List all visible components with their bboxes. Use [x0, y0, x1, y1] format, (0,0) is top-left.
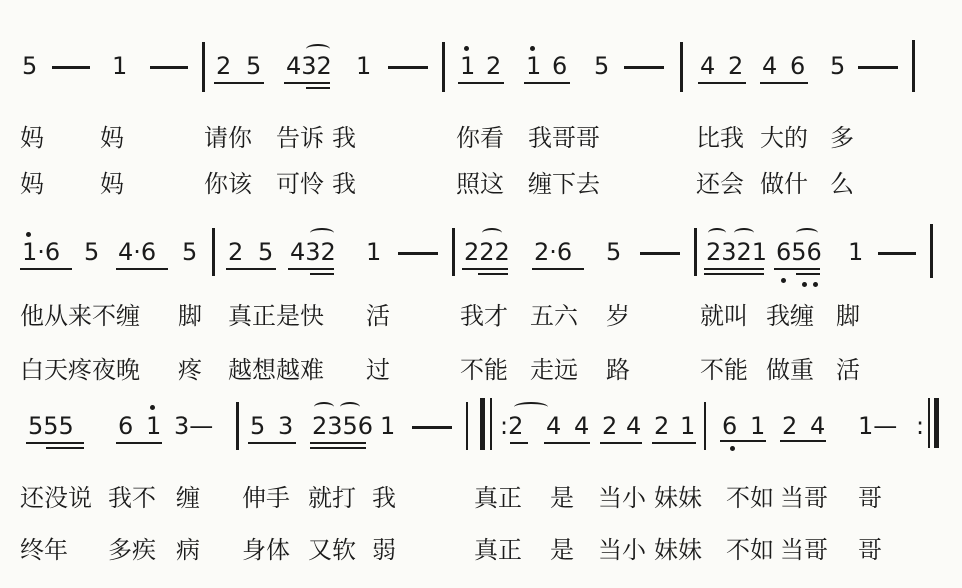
- lyric: 脚: [178, 302, 202, 330]
- note: 3—: [174, 412, 214, 440]
- note: 5: [258, 238, 274, 266]
- repeat-bar-thin: [490, 398, 492, 450]
- lyric: 又软: [308, 536, 356, 564]
- dash: [52, 66, 90, 69]
- octave-dot: [150, 405, 155, 410]
- octave-dot-below: [813, 282, 818, 287]
- note: 1: [112, 52, 128, 80]
- note: 2·6: [534, 238, 573, 266]
- lyric: 走远: [530, 356, 578, 384]
- lyric: 缠下去: [528, 170, 600, 198]
- lyric: 是: [550, 536, 574, 564]
- note: 1·6: [22, 238, 61, 266]
- note: 5: [830, 52, 846, 80]
- underline: [478, 273, 508, 275]
- note: 6: [118, 412, 134, 440]
- repeat-bar-thick: [480, 398, 485, 450]
- slur: [734, 228, 754, 238]
- note: 4·6: [118, 238, 157, 266]
- lyric: 请你: [204, 124, 252, 152]
- note: 3: [278, 412, 294, 440]
- underline: [248, 442, 296, 444]
- lyric: 妹妹: [654, 536, 702, 564]
- note: 2: [602, 412, 618, 440]
- underline: [698, 82, 746, 84]
- note: 4: [700, 52, 716, 80]
- underline: [226, 268, 276, 270]
- octave-dot-below: [802, 282, 807, 287]
- note: 1: [380, 412, 396, 440]
- underline: [780, 440, 826, 442]
- note: 656: [776, 238, 822, 266]
- lyric: 缠: [176, 484, 200, 512]
- lyric: 么: [830, 170, 854, 198]
- underline: [524, 82, 570, 84]
- note: 2: [486, 52, 502, 80]
- lyric: 还没说: [20, 484, 92, 512]
- slur: [708, 228, 726, 238]
- dash: [388, 66, 428, 69]
- octave-dot: [26, 232, 31, 237]
- underline: [116, 268, 168, 270]
- note: 4: [546, 412, 562, 440]
- note: 1: [146, 412, 162, 440]
- lyric: 活: [836, 356, 860, 384]
- lyric: 伸手: [242, 484, 290, 512]
- note: 4: [574, 412, 590, 440]
- lyric: 可怜: [276, 170, 324, 198]
- lyric: 我缠: [766, 302, 814, 330]
- underline: [310, 447, 366, 449]
- lyric: 不能: [460, 356, 508, 384]
- underline: [26, 442, 84, 444]
- lyric: 照这: [456, 170, 504, 198]
- lyric: 身体: [242, 536, 290, 564]
- lyric: 不如: [726, 536, 774, 564]
- note: 2: [782, 412, 798, 440]
- note: 432: [286, 52, 332, 80]
- lyric: 妈: [100, 124, 124, 152]
- lyric: 路: [606, 356, 630, 384]
- lyric: 妈: [20, 124, 44, 152]
- underline: [284, 82, 330, 84]
- note: 6: [552, 52, 568, 80]
- lyric: 真正: [474, 536, 522, 564]
- note: 1—: [858, 412, 898, 440]
- note: 432: [290, 238, 336, 266]
- lyric: 告诉: [276, 124, 324, 152]
- lyric: 当小: [598, 536, 646, 564]
- lyric: 病: [176, 536, 200, 564]
- slur: [796, 228, 818, 238]
- octave-dot-below: [730, 446, 735, 451]
- lyric: 大的: [760, 124, 808, 152]
- octave-dot: [530, 46, 535, 51]
- lyric: 终年: [20, 536, 68, 564]
- lyric: 五六: [530, 302, 578, 330]
- barline: [202, 42, 205, 92]
- note: 6: [722, 412, 738, 440]
- lyric: 弱: [372, 536, 396, 564]
- underline: [458, 82, 504, 84]
- dash: [858, 66, 898, 69]
- note: 1: [356, 52, 372, 80]
- note: 5: [182, 238, 198, 266]
- dash: [150, 66, 188, 69]
- slur: [482, 228, 502, 238]
- underline: [288, 268, 334, 270]
- note: 2: [654, 412, 670, 440]
- lyric: 当小: [598, 484, 646, 512]
- underline: [652, 442, 696, 444]
- underline: [20, 268, 72, 270]
- underline: [704, 268, 764, 270]
- barline: [704, 402, 706, 450]
- lyric: 做重: [766, 356, 814, 384]
- note: 2: [728, 52, 744, 80]
- note: 1: [848, 238, 864, 266]
- note: 1: [750, 412, 766, 440]
- octave-dot: [464, 46, 469, 51]
- underline: [214, 82, 264, 84]
- slur: [310, 228, 334, 238]
- lyric: 你看: [456, 124, 504, 152]
- lyric: 我: [332, 124, 356, 152]
- note: 4: [626, 412, 642, 440]
- lyric: 多疾: [108, 536, 156, 564]
- barline: [912, 40, 915, 92]
- note: 555: [28, 412, 74, 440]
- note: 1: [460, 52, 476, 80]
- note: 5: [606, 238, 622, 266]
- underline: [600, 442, 642, 444]
- lyric: 妈: [100, 170, 124, 198]
- underline: [704, 273, 764, 275]
- lyric: 他从来不缠: [20, 302, 140, 330]
- underline: [510, 442, 528, 444]
- note: 5: [22, 52, 38, 80]
- lyric: 就打: [308, 484, 356, 512]
- barline: [212, 228, 215, 276]
- barline: [930, 224, 933, 278]
- underline: [544, 442, 590, 444]
- lyric: 我不: [108, 484, 156, 512]
- lyric: 当哥: [780, 484, 828, 512]
- lyric: 妹妹: [654, 484, 702, 512]
- lyric: 你该: [204, 170, 252, 198]
- lyric: 做什: [760, 170, 808, 198]
- underline: [46, 447, 84, 449]
- note: 4: [762, 52, 778, 80]
- lyric: 疼: [178, 356, 202, 384]
- note: :: [916, 412, 925, 440]
- dash: [412, 426, 452, 429]
- note: 1: [680, 412, 696, 440]
- note: :2: [500, 412, 524, 440]
- lyric: 是: [550, 484, 574, 512]
- barline: [680, 42, 683, 92]
- underline: [306, 87, 330, 89]
- underline: [796, 273, 820, 275]
- lyric: 比我: [696, 124, 744, 152]
- lyric: 哥: [858, 484, 882, 512]
- note: 2: [216, 52, 232, 80]
- slur: [514, 402, 548, 412]
- barline: [442, 42, 445, 92]
- note: 2356: [312, 412, 374, 440]
- underline: [774, 268, 820, 270]
- lyric: 当哥: [780, 536, 828, 564]
- lyric: 真正是快: [228, 302, 324, 330]
- repeat-bar-thick: [934, 398, 939, 448]
- lyric: 过: [366, 356, 390, 384]
- lyric: 岁: [606, 302, 630, 330]
- note: 5: [246, 52, 262, 80]
- dash: [878, 252, 916, 255]
- note: 2321: [706, 238, 768, 266]
- lyric: 我: [372, 484, 396, 512]
- slur: [306, 44, 330, 54]
- lyric: 还会: [696, 170, 744, 198]
- note: 5: [594, 52, 610, 80]
- note: 1: [366, 238, 382, 266]
- barline: [452, 228, 455, 276]
- lyric: 越想越难: [228, 356, 324, 384]
- underline: [720, 440, 766, 442]
- note: 5: [250, 412, 266, 440]
- underline: [532, 268, 584, 270]
- lyric: 多: [830, 124, 854, 152]
- barline: [236, 402, 239, 450]
- lyric: 脚: [836, 302, 860, 330]
- lyric: 就叫: [700, 302, 748, 330]
- dash: [640, 252, 680, 255]
- note: 5: [84, 238, 100, 266]
- underline: [310, 442, 366, 444]
- dash: [398, 252, 438, 255]
- lyric: 我才: [460, 302, 508, 330]
- barline: [694, 228, 697, 276]
- lyric: 我: [332, 170, 356, 198]
- note: 1: [526, 52, 542, 80]
- underline: [116, 442, 162, 444]
- slur: [314, 402, 334, 412]
- lyric: 真正: [474, 484, 522, 512]
- slur: [340, 402, 360, 412]
- lyric: 不能: [700, 356, 748, 384]
- lyric: 不如: [726, 484, 774, 512]
- lyric: 我哥哥: [528, 124, 600, 152]
- lyric: 活: [366, 302, 390, 330]
- underline: [310, 273, 334, 275]
- lyric: 白天疼夜晚: [20, 356, 140, 384]
- note: 4: [810, 412, 826, 440]
- repeat-bar-thin: [928, 398, 930, 448]
- note: 222: [464, 238, 510, 266]
- barline: [466, 402, 468, 450]
- lyric: 哥: [858, 536, 882, 564]
- lyric: 妈: [20, 170, 44, 198]
- octave-dot-below: [781, 278, 786, 283]
- note: 2: [228, 238, 244, 266]
- underline: [760, 82, 808, 84]
- dash: [624, 66, 664, 69]
- note: 6: [790, 52, 806, 80]
- underline: [462, 268, 508, 270]
